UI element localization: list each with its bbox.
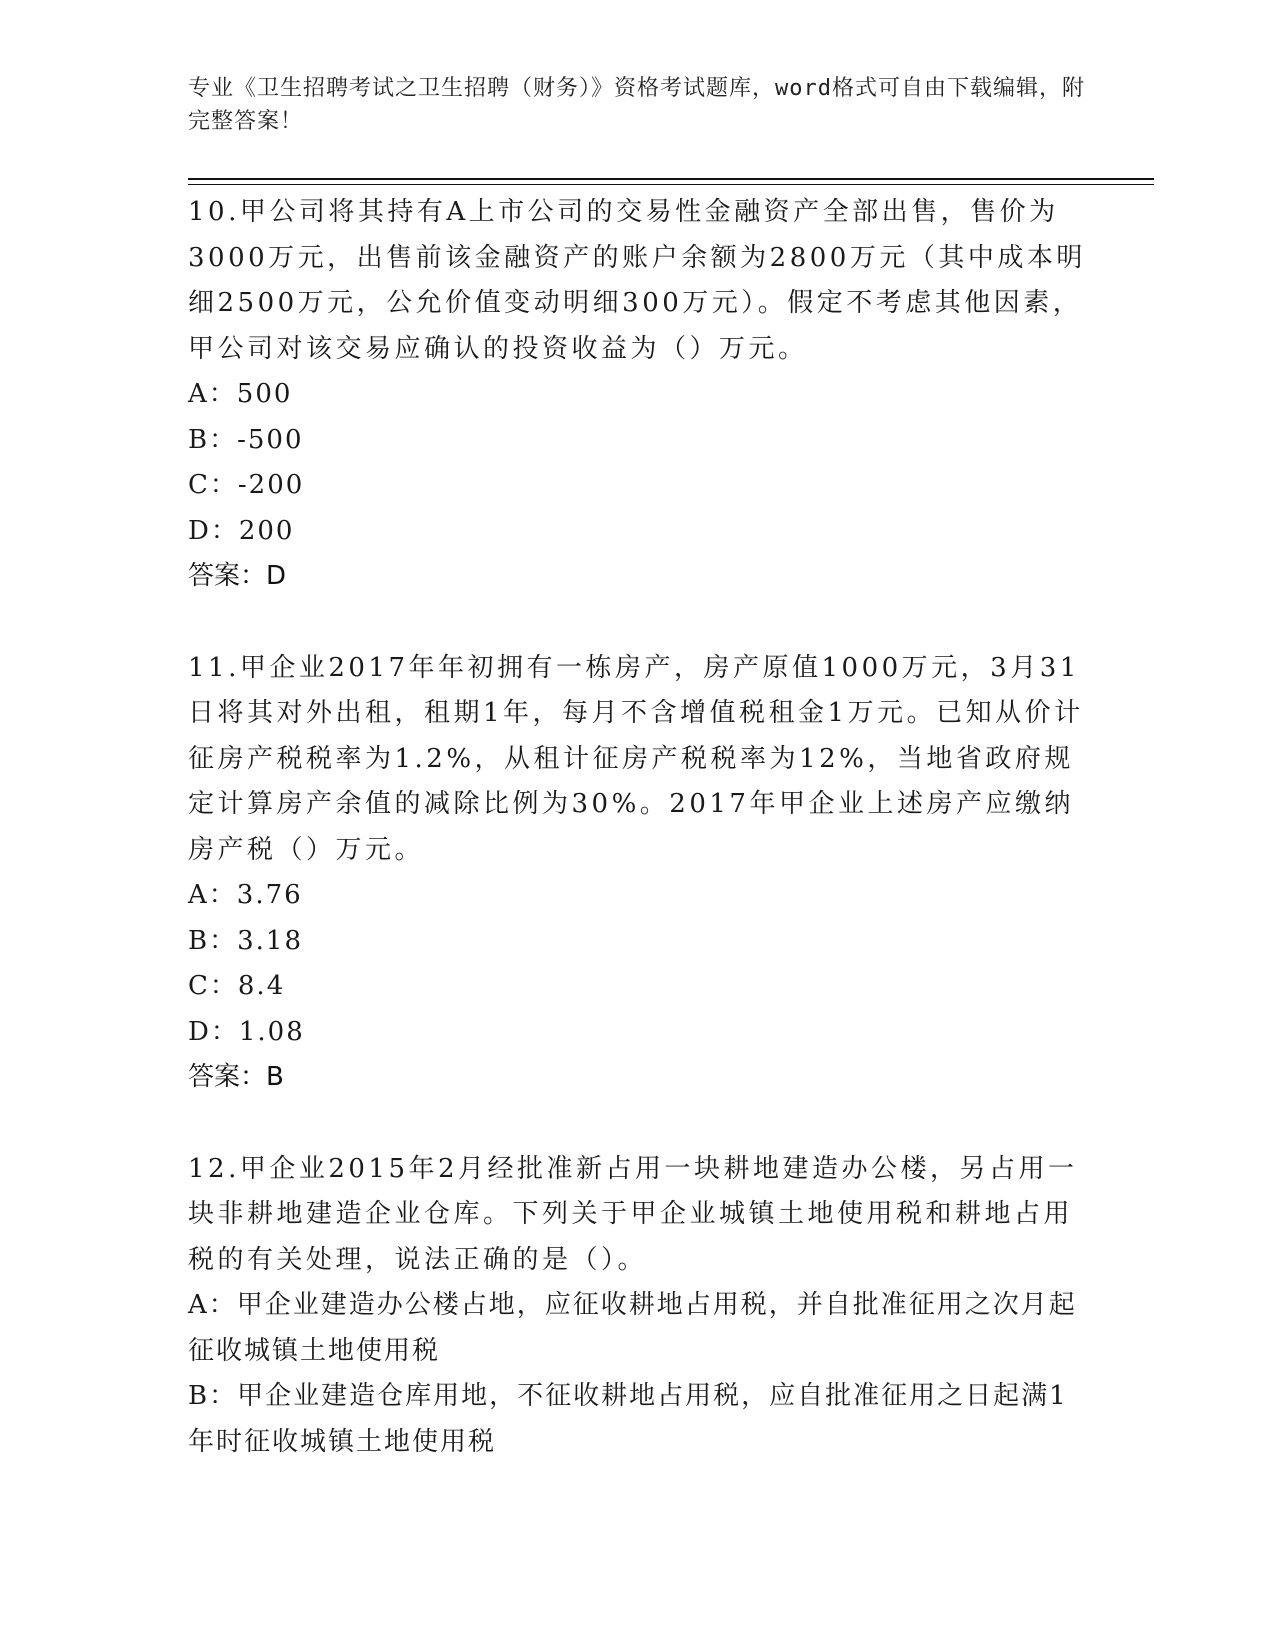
option-a: A：甲企业建造办公楼占地，应征收耕地占用税，并自批准征用之次月起征收城镇土地使用税 bbox=[188, 1290, 1077, 1366]
option-a: A：3.76 bbox=[188, 880, 303, 910]
document-header: 专业《卫生招聘考试之卫生招聘（财务）》资格考试题库，word格式可自由下载编辑，附完整答案！ bbox=[188, 76, 1085, 134]
option-b: B：-500 bbox=[188, 424, 304, 455]
header-divider-thick bbox=[188, 178, 1154, 180]
option-d: D：1.08 bbox=[188, 1016, 305, 1047]
option-d: D：200 bbox=[188, 515, 295, 546]
question-text: 10.甲公司将其持有A上市公司的交易性金融资产全部出售，售价为3000万元，出售前该金融资产的账户余额为2800万元（其中成本明细2500万元，公允价值变动明细300万元）。假定不考虑其他因素，甲公司对该交易应确认的投资收益为（）万元。 bbox=[188, 197, 1086, 364]
answer-line: 答案：D bbox=[188, 561, 287, 591]
question-list bbox=[188, 190, 1088, 1511]
header-divider-thin bbox=[188, 184, 1154, 185]
question-text: 12.甲企业2015年2月经批准新占用一块耕地建造办公楼，另占用一块非耕地建造企业仓库。下列关于甲企业城镇土地使用税和耕地占用税的有关处理，说法正确的是（）。 bbox=[188, 1153, 1078, 1275]
option-b: B：甲企业建造仓库用地，不征收耕地占用税，应自批准征用之日起满1年时征收城镇土地使用税 bbox=[188, 1381, 1068, 1457]
option-c: C：-200 bbox=[188, 470, 305, 500]
option-a: A：500 bbox=[188, 379, 293, 409]
question-10 bbox=[188, 190, 1088, 600]
question-11 bbox=[188, 646, 1088, 1101]
answer-line: 答案：B bbox=[188, 1062, 284, 1092]
question-text: 11.甲企业2017年年初拥有一栋房产，房产原值1000万元，3月31日将其对外出租，租期1年，每月不含增值税租金1万元。已知从价计征房产税税率为1.2%，从租计征房产税税率为12%，当地省政府规定计算房产余值的减除比例为30%。2017年甲企业上述房产应缴纳房产税（）万元。 bbox=[188, 652, 1084, 865]
option-c: C：8.4 bbox=[188, 971, 286, 1001]
question-12 bbox=[188, 1147, 1088, 1466]
option-b: B：3.18 bbox=[188, 925, 303, 956]
